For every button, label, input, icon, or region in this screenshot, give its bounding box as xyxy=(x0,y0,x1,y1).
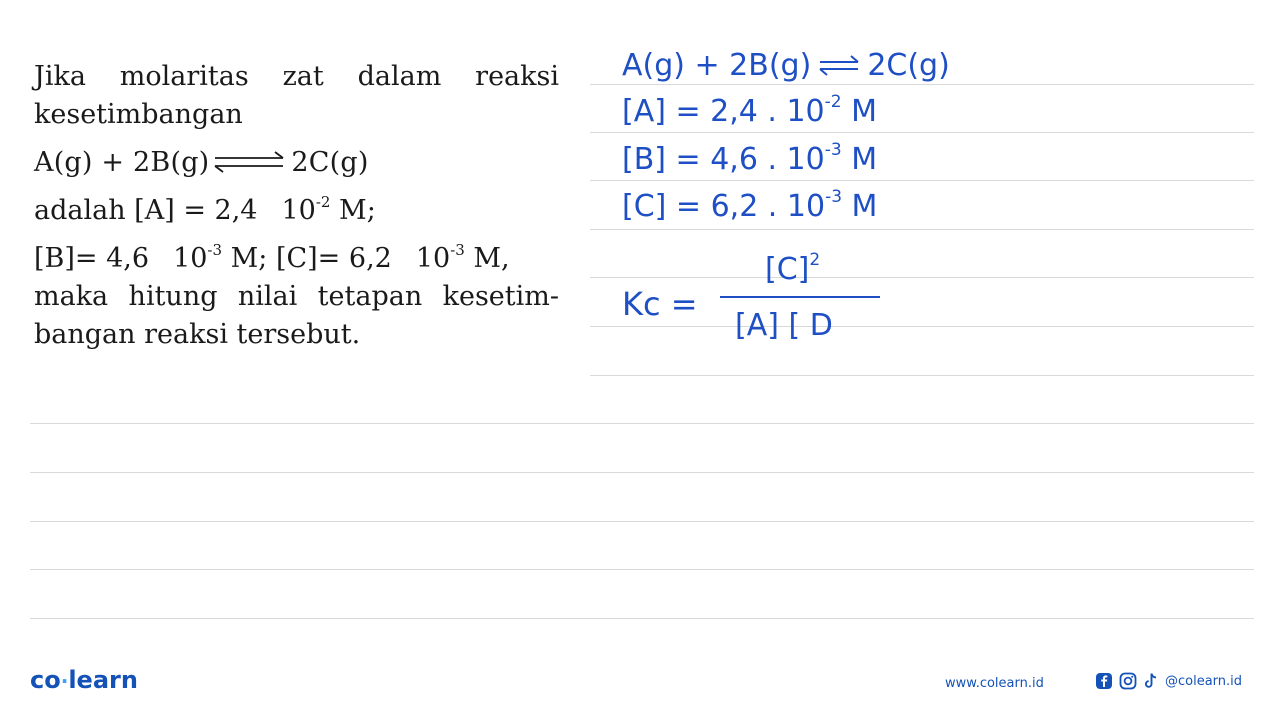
hand-conc-b-exponent: -3 xyxy=(824,140,842,160)
rule-line xyxy=(30,423,1254,424)
rule-line xyxy=(590,132,1254,133)
conc-b-exponent: -3 xyxy=(207,241,223,259)
hand-conc-a-unit: M xyxy=(841,94,878,129)
equilibrium-arrow-icon xyxy=(211,147,287,177)
conc-a-exponent: -2 xyxy=(315,193,331,211)
rule-line xyxy=(590,277,1254,278)
rule-line xyxy=(590,326,1254,327)
question-equation xyxy=(34,144,559,182)
hand-conc-c-unit: M xyxy=(842,189,878,224)
logo-dot: · xyxy=(60,669,69,693)
conc-a-unit: M; xyxy=(330,195,376,226)
hand-conc-b-text: [B] = 4,6 . 10 xyxy=(622,142,825,177)
hand-conc-c-text: [C] = 6,2 . 10 xyxy=(622,189,826,224)
kc-numerator-text: [C] xyxy=(765,252,810,287)
rule-line xyxy=(30,618,1254,619)
conc-c-unit: M, xyxy=(464,243,510,274)
question-final: maka hitung nilai tetapan kesetim- bangan reaksi tersebut. xyxy=(34,281,559,350)
social-handle: @colearn.id xyxy=(1165,673,1243,689)
conc-c-value: [C]= 6,2 xyxy=(267,243,392,274)
conc-a-base: 10 xyxy=(281,195,316,226)
rule-line xyxy=(30,472,1254,473)
hand-conc-c-exponent: -3 xyxy=(825,187,843,207)
tiktok-icon xyxy=(1143,672,1159,690)
logo-learn: learn xyxy=(68,666,138,694)
question-conc-bc xyxy=(34,240,559,278)
conc-a-value: adalah [A] = 2,4 xyxy=(34,195,258,226)
conc-c-base: 10 xyxy=(415,243,451,274)
hand-equilibrium-arrow-icon xyxy=(817,53,861,77)
question-conc-a xyxy=(34,192,559,230)
hand-conc-b-unit: M xyxy=(841,142,878,177)
conc-b-unit: M; xyxy=(222,243,268,274)
conc-b-value: [B]= 4,6 xyxy=(34,243,150,274)
kc-numerator xyxy=(765,252,820,288)
rule-line xyxy=(590,375,1254,376)
hand-conc-c xyxy=(622,189,877,225)
instagram-icon xyxy=(1119,672,1137,690)
hand-conc-a xyxy=(622,94,877,130)
equation-reactants: A(g) + 2B(g) xyxy=(34,147,210,178)
hand-conc-a-exponent: -2 xyxy=(824,92,842,112)
kc-fraction-bar xyxy=(720,296,880,298)
hand-products: 2C(g) xyxy=(867,48,950,83)
hand-conc-b xyxy=(622,142,877,178)
question-intro: Jika molaritas zat dalam reaksi kesetimbangan xyxy=(34,61,559,130)
rule-line xyxy=(30,569,1254,570)
rule-line xyxy=(590,84,1254,85)
question-text xyxy=(34,58,559,354)
footer-url: www.colearn.id xyxy=(945,676,1044,691)
facebook-icon xyxy=(1095,672,1113,690)
conc-c-exponent: -3 xyxy=(450,241,465,259)
hand-reactants: A(g) + 2B(g) xyxy=(622,48,812,83)
logo-co: co xyxy=(30,666,61,694)
hand-conc-a-text: [A] = 2,4 . 10 xyxy=(622,94,825,129)
kc-numerator-exponent: 2 xyxy=(809,250,821,270)
kc-denominator: [A] [ D xyxy=(735,308,833,343)
conc-b-base: 10 xyxy=(173,243,208,274)
rule-line xyxy=(590,229,1254,230)
colearn-logo xyxy=(30,666,138,694)
rule-line xyxy=(590,180,1254,181)
kc-label: Kc = xyxy=(622,285,698,323)
social-links xyxy=(1095,672,1242,690)
hand-reaction xyxy=(622,48,950,84)
equation-products: 2C(g) xyxy=(291,147,369,178)
rule-line xyxy=(30,521,1254,522)
